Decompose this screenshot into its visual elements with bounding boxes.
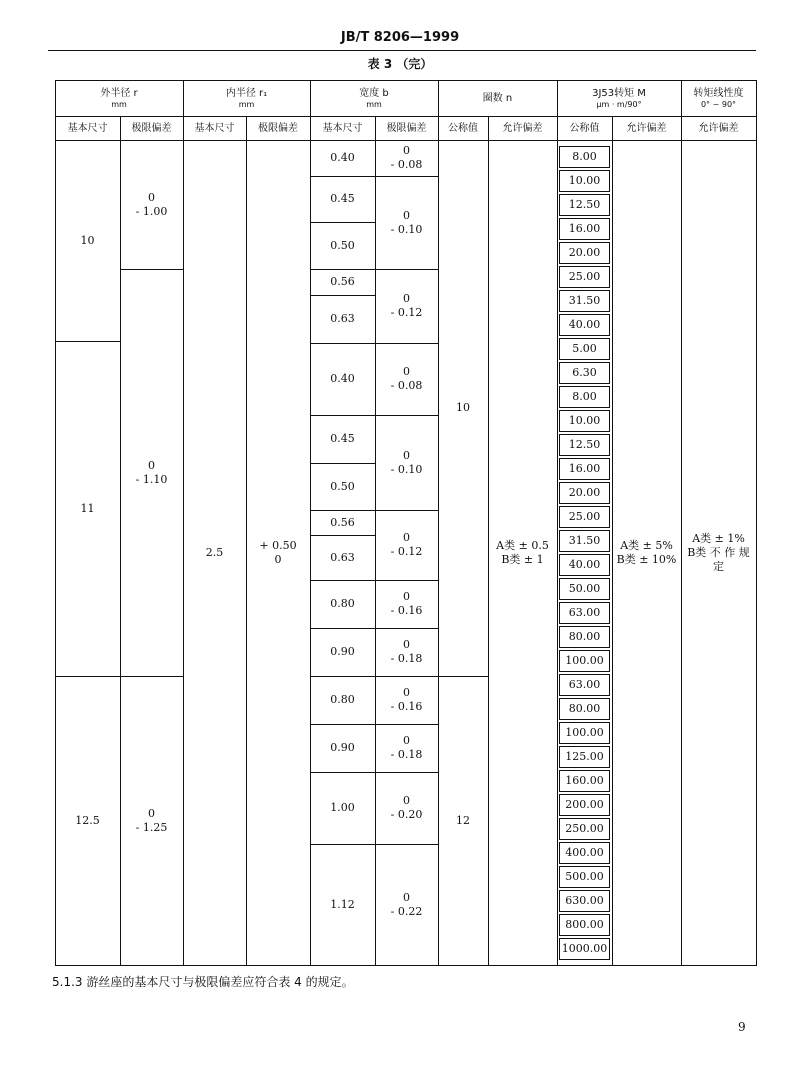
subheader: 公称值 [448, 122, 478, 134]
outer-size: 12.5 [75, 813, 100, 827]
standard-number: JB/T 8206—1999 [340, 30, 460, 45]
torque-value: 16.00 [559, 218, 610, 240]
subheader: 公称值 [569, 122, 600, 134]
grid-line [557, 80, 558, 966]
torque-value: 40.00 [559, 314, 610, 336]
outer-size: 11 [80, 501, 95, 515]
torque-value: 8.00 [559, 386, 610, 408]
torque-value: 250.00 [559, 818, 610, 840]
page-number: 9 [738, 1020, 746, 1034]
torque-value: 31.50 [559, 290, 610, 312]
torque-value: 5.00 [559, 338, 610, 360]
width-deviation: 0 - 0.12 [390, 531, 423, 558]
torque-value: 630.00 [559, 890, 610, 912]
torque-allowance: A类 ± 5% B类 ± 10% [616, 538, 677, 566]
torque-value: 100.00 [559, 650, 610, 672]
torque-value: 10.00 [559, 410, 610, 432]
torque-value: 800.00 [559, 914, 610, 936]
width-deviation: 0 - 0.22 [390, 890, 423, 918]
linearity-allowance: A类 ± 1% B类 不 作 规 定 [687, 531, 750, 573]
torque-value: 1000.00 [559, 938, 610, 960]
width-value: 0.50 [330, 479, 355, 493]
clause-text: 5.1.3 游丝座的基本尺寸与极限偏差应符合表 4 的规定。 [52, 975, 354, 989]
torque-value: 31.50 [559, 530, 610, 552]
turns-value: 12 [456, 813, 470, 827]
width-value: 0.56 [330, 275, 355, 288]
subheader: 基本尺寸 [194, 122, 235, 134]
torque-value: 20.00 [559, 482, 610, 504]
width-header: 宽度 b mm [359, 87, 389, 109]
torque-value: 20.00 [559, 242, 610, 264]
width-deviation: 0 - 0.20 [390, 794, 423, 821]
torque-value: 63.00 [559, 674, 610, 696]
width-deviation: 0 - 0.08 [390, 365, 423, 392]
subheader: 极限偏差 [131, 122, 172, 134]
torque-value: 200.00 [559, 794, 610, 816]
width-deviation: 0 - 0.10 [390, 208, 423, 236]
torque-value: 400.00 [559, 842, 610, 864]
width-value: 0.50 [330, 238, 355, 252]
torque-value: 500.00 [559, 866, 610, 888]
subheader: 基本尺寸 [322, 122, 363, 134]
width-value: 0.90 [330, 645, 355, 658]
width-deviation: 0 - 0.18 [390, 638, 423, 665]
width-value: 0.63 [330, 312, 355, 325]
outer-deviation: 0 - 1.10 [135, 458, 168, 486]
turns-allowance: A类 ± 0.5 B类 ± 1 [496, 538, 549, 566]
inner-deviation: + 0.50 0 [259, 538, 297, 566]
width-deviation: 0 - 0.10 [390, 448, 423, 476]
torque-value: 6.30 [559, 362, 610, 384]
torque-value: 50.00 [559, 578, 610, 600]
table-caption: 表 3 （完） [367, 57, 433, 71]
torque-value: 16.00 [559, 458, 610, 480]
width-value: 0.90 [330, 741, 355, 754]
width-value: 0.45 [330, 432, 355, 445]
torque-value: 100.00 [559, 722, 610, 744]
width-value: 0.45 [330, 192, 355, 205]
torque-value: 10.00 [559, 170, 610, 192]
inner-radius-header: 内半径 r₁ mm [225, 87, 268, 109]
subheader: 允许偏差 [698, 122, 739, 134]
torque-value: 40.00 [559, 554, 610, 576]
torque-value: 12.50 [559, 434, 610, 456]
torque-value: 25.00 [559, 506, 610, 528]
torque-header: 3J53转矩 M μm · m/90° [592, 87, 646, 109]
width-deviation: 0 - 0.08 [390, 144, 423, 171]
grid-line [756, 80, 757, 966]
torque-value: 25.00 [559, 266, 610, 288]
torque-value: 80.00 [559, 698, 610, 720]
outer-size: 10 [80, 233, 95, 247]
torque-value: 12.50 [559, 194, 610, 216]
torque-value: 8.00 [559, 146, 610, 168]
width-value: 1.00 [330, 801, 355, 814]
outer-deviation: 0 - 1.25 [135, 806, 168, 834]
subheader: 允许偏差 [626, 122, 667, 134]
torque-value: 125.00 [559, 746, 610, 768]
subheader: 极限偏差 [258, 122, 298, 134]
torque-value: 63.00 [559, 602, 610, 624]
width-value: 1.12 [330, 897, 355, 911]
width-value: 0.80 [330, 597, 355, 610]
inner-size: 2.5 [205, 545, 224, 559]
turns-value: 10 [456, 401, 470, 414]
width-value: 0.63 [330, 550, 355, 564]
width-deviation: 0 - 0.16 [390, 590, 423, 617]
turns-header: 圈数 n [482, 92, 513, 104]
subheader: 允许偏差 [502, 122, 543, 134]
torque-value: 80.00 [559, 626, 610, 648]
outer-deviation: 0 - 1.00 [135, 190, 168, 218]
linearity-header: 转矩线性度 0° ~ 90° [693, 87, 744, 109]
width-value: 0.80 [330, 693, 355, 706]
width-value: 0.40 [330, 372, 355, 385]
grid-line [55, 965, 757, 966]
width-deviation: 0 - 0.12 [390, 292, 423, 319]
outer-radius-header: 外半径 r mm [100, 87, 138, 109]
subheader: 基本尺寸 [67, 122, 108, 134]
width-value: 0.40 [330, 151, 355, 164]
width-deviation: 0 - 0.18 [390, 734, 423, 761]
width-deviation: 0 - 0.16 [390, 686, 423, 713]
width-value: 0.56 [330, 515, 355, 529]
subheader: 极限偏差 [386, 122, 427, 134]
torque-value: 160.00 [559, 770, 610, 792]
